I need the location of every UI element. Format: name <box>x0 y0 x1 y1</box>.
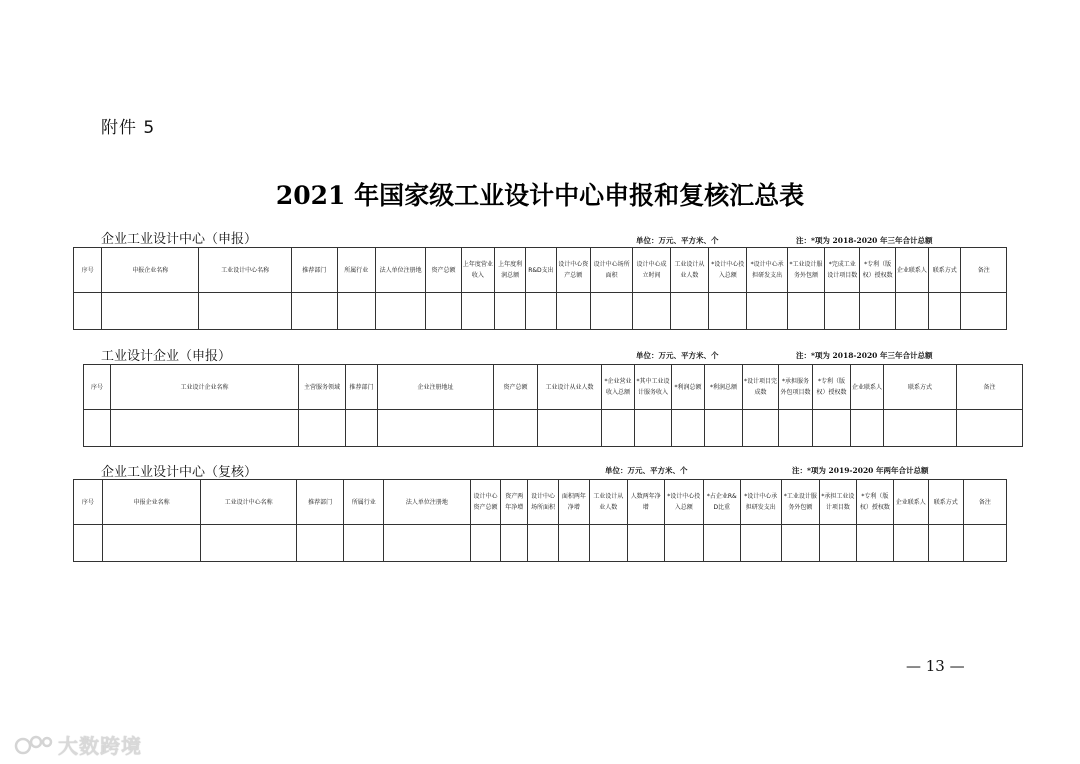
table-cell <box>779 410 813 447</box>
column-header: 序号 <box>74 480 103 525</box>
table-cell <box>884 410 957 447</box>
column-header: 备注 <box>961 248 1007 293</box>
table-cell <box>929 293 961 330</box>
column-header: 资产两年净增 <box>501 480 528 525</box>
column-header: 企业注册地址 <box>378 365 494 410</box>
column-header: 资产总额 <box>494 365 538 410</box>
table-cell <box>703 525 740 562</box>
column-header: 面积两年净增 <box>558 480 589 525</box>
column-header: 工业设计中心名称 <box>199 248 292 293</box>
table-cell <box>556 293 590 330</box>
table-cell <box>494 410 538 447</box>
column-header: 企业联系人 <box>893 480 928 525</box>
table-cell <box>709 293 747 330</box>
table-cell <box>111 410 299 447</box>
table-cell <box>787 293 824 330</box>
table-cell <box>627 525 664 562</box>
table-cell <box>344 525 384 562</box>
column-header: 所属行业 <box>344 480 384 525</box>
table-cell <box>957 410 1023 447</box>
table-cell <box>84 410 111 447</box>
table-cell <box>201 525 297 562</box>
header-row <box>74 480 1007 525</box>
column-header: 联系方式 <box>928 480 963 525</box>
table-cell <box>501 525 528 562</box>
table-cell <box>526 293 556 330</box>
table-cell <box>670 293 708 330</box>
column-header: *完成工业设计项目数 <box>825 248 860 293</box>
column-header: 上年度利润总额 <box>495 248 526 293</box>
table-cell <box>856 525 893 562</box>
table-cell <box>426 293 461 330</box>
header-row <box>84 365 1023 410</box>
page-title: 2021 年国家级工业设计中心申报和复核汇总表 <box>275 181 805 210</box>
table-cell <box>538 410 602 447</box>
column-header: 上年度营业收入 <box>461 248 494 293</box>
table-cell <box>813 410 851 447</box>
section-title-design-company-apply: 工业设计企业（申报） <box>101 349 232 364</box>
column-header: 工业设计中心名称 <box>201 480 297 525</box>
column-header: 推荐部门 <box>292 248 337 293</box>
table-cell <box>743 410 779 447</box>
table-row <box>74 525 1007 562</box>
column-header: 设计中心资产总额 <box>470 480 501 525</box>
table-cell <box>199 293 292 330</box>
column-header: 资产总额 <box>426 248 461 293</box>
table-cell <box>470 525 501 562</box>
column-header: 工业设计从业人数 <box>670 248 708 293</box>
section-unit: 单位：万元、平方米、个 <box>636 236 719 245</box>
column-header: *承担工业设计项目数 <box>819 480 856 525</box>
table-cell <box>928 525 963 562</box>
column-header: 序号 <box>84 365 111 410</box>
table-cell <box>633 293 670 330</box>
table-cell <box>102 293 199 330</box>
column-header: 工业设计从业人数 <box>538 365 602 410</box>
column-header: *占企业R&D比重 <box>703 480 740 525</box>
column-header: 工业设计从业人数 <box>589 480 627 525</box>
column-header: 企业联系人 <box>851 365 884 410</box>
section-note: 注：*项为 2018-2020 年三年合计总额 <box>796 351 933 360</box>
column-header: *工业设计服务外包额 <box>787 248 824 293</box>
column-header: 设计中心成立时间 <box>633 248 670 293</box>
column-header: 企业联系人 <box>895 248 928 293</box>
header-row <box>74 248 1007 293</box>
column-header: 工业设计企业名称 <box>111 365 299 410</box>
column-header: 联系方式 <box>884 365 957 410</box>
column-header: *设计中心投入总额 <box>664 480 703 525</box>
watermark-logo-icon <box>14 733 54 757</box>
column-header: *利润总额 <box>672 365 705 410</box>
table-cell <box>602 410 635 447</box>
table-cell <box>963 525 1006 562</box>
column-header: 设计中心场所面积 <box>528 480 559 525</box>
table-row <box>84 410 1023 447</box>
column-header: *其中工业设计服务收入 <box>635 365 672 410</box>
column-header: 序号 <box>74 248 102 293</box>
table-cell <box>337 293 375 330</box>
table-cell <box>558 525 589 562</box>
design-center-apply-table <box>73 247 1007 330</box>
table-cell <box>589 525 627 562</box>
table-cell <box>346 410 378 447</box>
table-cell <box>781 525 819 562</box>
column-header: 法人单位注册地 <box>375 248 425 293</box>
section-note: 注：*项为 2018-2020 年三年合计总额 <box>796 236 933 245</box>
table-cell <box>747 293 787 330</box>
table-cell <box>461 293 494 330</box>
table-cell <box>375 293 425 330</box>
column-header: 所属行业 <box>337 248 375 293</box>
table-cell <box>664 525 703 562</box>
column-header: 申报企业名称 <box>102 480 201 525</box>
table-cell <box>528 525 559 562</box>
column-header: *工业设计服务外包额 <box>781 480 819 525</box>
table-cell <box>705 410 743 447</box>
column-header: *设计中心承担研发支出 <box>747 248 787 293</box>
section-title-design-center-review: 企业工业设计中心（复核） <box>101 465 258 480</box>
section-note: 注：*项为 2019-2020 年两年合计总额 <box>792 466 929 475</box>
page-number: — 13 — <box>906 657 965 675</box>
column-header: 申报企业名称 <box>102 248 199 293</box>
column-header: 设计中心资产总额 <box>556 248 590 293</box>
section-unit: 单位：万元、平方米、个 <box>636 351 719 360</box>
table-cell <box>296 525 343 562</box>
column-header: *专利（版权）授权数 <box>860 248 895 293</box>
design-center-review-table <box>73 479 1007 562</box>
column-header: *专利（版权）授权数 <box>813 365 851 410</box>
column-header: 主营服务领域 <box>299 365 346 410</box>
table-cell <box>635 410 672 447</box>
table-cell <box>74 293 102 330</box>
design-company-apply-table <box>83 364 1023 447</box>
column-header: 联系方式 <box>929 248 961 293</box>
table-cell <box>590 293 632 330</box>
column-header: 法人单位注册地 <box>384 480 470 525</box>
attachment-label: 附件 5 <box>101 118 156 138</box>
column-header: 备注 <box>957 365 1023 410</box>
column-header: 推荐部门 <box>296 480 343 525</box>
table-cell <box>740 525 781 562</box>
table-cell <box>495 293 526 330</box>
table-cell <box>292 293 337 330</box>
table-cell <box>825 293 860 330</box>
table-cell <box>893 525 928 562</box>
column-header: *设计中心投入总额 <box>709 248 747 293</box>
table-cell <box>895 293 928 330</box>
table-cell <box>378 410 494 447</box>
column-header: 设计中心场所面积 <box>590 248 632 293</box>
column-header: *利润总额 <box>705 365 743 410</box>
table-row <box>74 293 1007 330</box>
column-header: 备注 <box>963 480 1006 525</box>
section-title-design-center-apply: 企业工业设计中心（申报） <box>101 232 258 247</box>
section-unit: 单位：万元、平方米、个 <box>605 466 688 475</box>
watermark-text: 大数跨境 <box>58 734 142 758</box>
table-cell <box>860 293 895 330</box>
table-cell <box>299 410 346 447</box>
table-cell <box>961 293 1007 330</box>
column-header: *专利（版权）授权数 <box>856 480 893 525</box>
watermark <box>14 730 142 759</box>
column-header: *企业营业收入总额 <box>602 365 635 410</box>
table-cell <box>384 525 470 562</box>
table-cell <box>851 410 884 447</box>
column-header: *设计项目完成数 <box>743 365 779 410</box>
table-cell <box>672 410 705 447</box>
column-header: 人数两年净增 <box>627 480 664 525</box>
table-cell <box>819 525 856 562</box>
column-header: *承担服务外包项目数 <box>779 365 813 410</box>
column-header: 推荐部门 <box>346 365 378 410</box>
table-cell <box>102 525 201 562</box>
table-cell <box>74 525 103 562</box>
column-header: R&D支出 <box>526 248 556 293</box>
column-header: *设计中心承担研发支出 <box>740 480 781 525</box>
